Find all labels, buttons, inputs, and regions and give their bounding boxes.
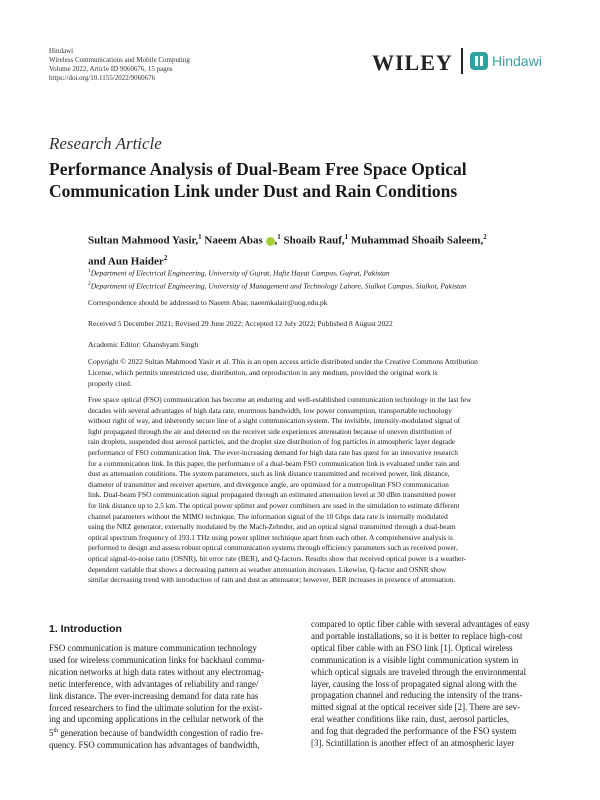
wiley-logo: WILEY — [372, 50, 453, 75]
correspondence: Correspondence should be addressed to Naeem Abas; naeemkalair@uog.edu.pk — [88, 298, 328, 307]
publisher-line: Hindawi — [49, 47, 74, 55]
logo-divider — [461, 48, 463, 74]
journal-name: Wireless Communications and Mobile Computing — [49, 56, 190, 64]
author-affil-sup: 1 — [198, 233, 202, 241]
author-list: Sultan Mahmood Yasir,$^1$ Naeem Abas ,$^1$ Shoaib Rauf,$^1$ Muhammad Shoaib Saleem,$^2$ and Aun Haider$^2$ — [88, 233, 487, 268]
copyright-notice: Copyright © 2022 Sultan Mahmood Yasir et al. This is an open access article distributed under the Creative Commons Attribution License, which permits unrestricted use, distribution, and reproduction in any medium, provided the original work is properly cited. — [88, 357, 478, 388]
affiliation: $^2$Department of Electrical Engineering, University of Management and Technology Lahore, Sialkot Campus, Sialkot, Pakistan — [88, 280, 467, 290]
author-name[interactable]: Muhammad Shoaib Saleem, — [350, 234, 484, 247]
author-affil-sup: 2 — [163, 253, 168, 262]
doi-link[interactable]: https://doi.org/10.1155/2022/9060676 — [49, 74, 156, 82]
affiliations — [88, 266, 588, 291]
hindawi-logo-icon — [470, 52, 488, 70]
article-title — [49, 158, 569, 202]
author-affil-sup: 1 — [277, 233, 281, 241]
abstract: Free space optical (FSO) communication has become an enduring and well-established communication technology in the last few decades with several advantages of high data rate, enormous bandwidth, low power consumption, transportable technology without right of way, and inherently secure line of a sight communication system. The invisible, intensity-modulated signal of light propagated through the air and detected on the receiver side experiences attenuation because of uneven distribution of rain droplets, suspended dust aerosol particles, and the droplet size distribution of fog particles in atmospheric layer degrade performance of FSO communication link. The ever-increasing demand for high data rate has quest for an innovative research for a communication link. In this paper, the performance of a dual-beam FSO communication link is evaluated under rain and dust as attenuation conditions. The system parameters, such as link distance transmitted and received power, link distance, diameter of transmitter and receiver aperture, and divergence angle, are optimized for a metropolitan FSO communication link. Dual-beam FSO communication signal propagated through an estimated attenuation level at 30 dBm transmitted power for link distance up to 2.5 km. The optical power splitter and power combiners are used in the simulation to estimate different channel parameters without the MIMO technique. The information signal of the 10 Gbps data rate is internally modulated using the NRZ generator, externally modulated by the Mach-Zehnder, and an optical signal transmitted through a dual-beam optical spectrum frequency of 193.1 THz using power splitter technique apart from each other. A comprehensive analysis is performed to design and assess robust optical communication systems through efficiency parameters such as received power, optical signal-to-noise ratio (OSNR), bit error rate (BER), and Q-factors. Results show that received optical power is a weather- dependent variable that shows a decreasing pattern as weather attenuation increases. Likewise, Q-factor and OSNR show similar decreasing trend with introduction of rain and dust as attenuator; however, BER increases in presence of attenuation. — [88, 395, 472, 585]
author-name[interactable]: Naeem Abas — [204, 234, 263, 247]
author-name[interactable]: and Aun Haider — [88, 255, 164, 268]
hindawi-wordmark: Hindawi — [492, 53, 542, 69]
section-heading: 1. Introduction — [49, 623, 122, 635]
title-line: Communication Link under Dust and Rain Conditions — [49, 181, 458, 201]
author-name[interactable]: Sultan Mahmood Yasir, — [88, 234, 199, 247]
article-type: Research Article — [49, 134, 162, 153]
affiliation: $^1$Department of Electrical Engineering, University of Gujrat, Hafiz Hayat Campus, Gujrat, Pakistan — [88, 268, 390, 278]
volume-line: Volume 2022, Article ID 9060676, 15 pages — [49, 65, 173, 73]
left-column: FSO communication is mature communication technology used for wireless communication links for backhaul commu- nication networks at high data rates without any electromag- netic interference, with advantages of reliability and range/ link distance. The ever-increasing demand for data rate has forced researchers to find the ultimate solution for the exist- ing and upcoming applications in the cellular network of the 5th generation because of bandwidth congestion of radio fre- quency. FSO communication has advantages of bandwidth, — [49, 643, 265, 751]
author-name[interactable]: Shoaib Rauf, — [283, 234, 345, 247]
orcid-icon[interactable] — [266, 237, 275, 246]
academic-editor: Academic Editor: Ghanshyam Singh — [88, 340, 199, 349]
title-line: Performance Analysis of Dual-Beam Free Space Optical — [49, 159, 467, 179]
article-dates: Received 5 December 2021; Revised 29 June 2022; Accepted 12 July 2022; Published 8 August 2022 — [88, 319, 393, 328]
author-affil-sup: 2 — [483, 233, 487, 241]
author-affil-sup: 1 — [344, 233, 349, 241]
hindawi-logo — [470, 52, 542, 70]
right-column: compared to optic fiber cable with several advantages of easy and portable installations, so it is better to replace high-cost optical fiber cable with an FSO link [1]. Optical wireless communication is a visible light communication system in which optical signals are traveled through the environmental layer, causing the loss of propagated signal along with the propagation channel and reducing the intensity of the trans- mitted signal at the optical receiver side [2]. There are sev- eral weather conditions like rain, dust, aerosol particles, and fog that degraded the performance of the FSO system [3]. Scintillation is another effect of an atmospheric layer — [311, 619, 530, 749]
